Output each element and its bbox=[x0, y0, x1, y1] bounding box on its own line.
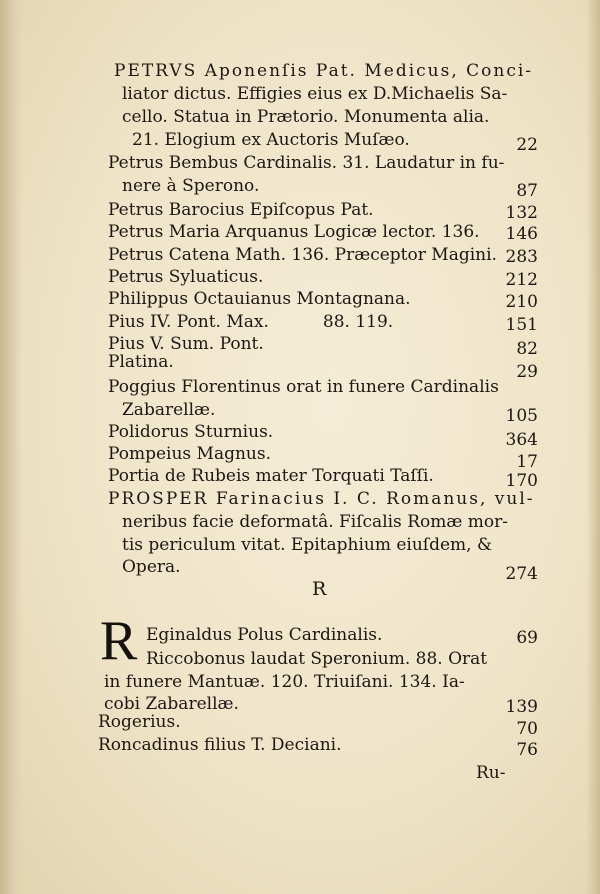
entry-line: Petrus Bembus Cardinalis. 31. Laudatur in fu- bbox=[108, 153, 505, 173]
drop-cap: R bbox=[100, 610, 138, 672]
page-number: 82 bbox=[516, 339, 538, 359]
entry-line: cello. Statua in Prætorio. Monumenta alia. bbox=[122, 107, 490, 127]
entry-line: nere à Sperono. bbox=[122, 176, 260, 196]
page-number: 274 bbox=[505, 564, 538, 584]
entry-line: Eginaldus Polus Cardinalis. bbox=[146, 625, 383, 645]
entry-line: Riccobonus laudat Speronium. 88. Orat bbox=[146, 649, 488, 669]
entry-line: 21. Elogium ex Auctoris Muſæo. bbox=[132, 130, 410, 150]
entry-line: Petrus Maria Arquanus Logicæ lector. 136. bbox=[108, 222, 480, 242]
entry-line: neribus facie deformatâ. Fiſcalis Romæ mor- bbox=[122, 512, 508, 532]
page-number: 87 bbox=[516, 181, 538, 201]
entry-line: liator dictus. Effigies eius ex D.Michaelis Sa- bbox=[122, 84, 508, 104]
entry-line: Portia de Rubeis mater Torquati Taſſi. bbox=[108, 466, 434, 486]
page-number: 69 bbox=[516, 628, 538, 648]
page-number: 210 bbox=[505, 292, 538, 312]
entry-line: Petrus Syluaticus. bbox=[108, 267, 264, 287]
entry-line: tis periculum vitat. Epitaphium eiuſdem, & bbox=[122, 535, 493, 555]
entry-line: Platina. bbox=[108, 352, 174, 372]
catchword: Ru- bbox=[476, 763, 506, 783]
entry-line: Petrus Barocius Epiſcopus Pat. bbox=[108, 200, 374, 220]
entry-line: Pius V. Sum. Pont. bbox=[108, 334, 264, 354]
entry-line: Pius IV. Pont. Max. 88. 119. bbox=[108, 312, 394, 332]
entry-line: Zabarellæ. bbox=[122, 400, 216, 420]
page-number: 22 bbox=[516, 135, 538, 155]
entry-line: Rogerius. bbox=[98, 712, 181, 732]
entry-line: Pompeius Magnus. bbox=[108, 444, 272, 464]
page-number: 132 bbox=[505, 203, 538, 223]
entry-line: PROSPER Farinacius I. C. Romanus, vul- bbox=[108, 489, 535, 509]
page-number: 170 bbox=[505, 471, 538, 491]
entry-line: Opera. bbox=[122, 557, 181, 577]
page-number: 76 bbox=[516, 740, 538, 760]
page-edge-shadow bbox=[586, 0, 600, 894]
page-number: 139 bbox=[505, 697, 538, 717]
entry-line: Petrus Catena Math. 136. Præceptor Magini. bbox=[108, 245, 497, 265]
page-number: 29 bbox=[516, 362, 538, 382]
page-number: 146 bbox=[505, 224, 538, 244]
entry-line: Roncadinus filius T. Deciani. bbox=[98, 735, 342, 755]
entry-line: Philippus Octauianus Montagnana. bbox=[108, 289, 411, 309]
page-number: 151 bbox=[505, 315, 538, 335]
section-letter: R bbox=[312, 578, 327, 600]
page-gutter-shadow bbox=[0, 0, 22, 894]
entry-line: PETRVS Aponenſis Pat. Medicus, Conci- bbox=[114, 61, 534, 81]
entry-line: in funere Mantuæ. 120. Triuiſani. 134. Ia- bbox=[104, 672, 465, 692]
page-number: 17 bbox=[516, 452, 538, 472]
page-number: 70 bbox=[516, 719, 538, 739]
entry-line: Polidorus Sturnius. bbox=[108, 422, 274, 442]
page-number: 105 bbox=[505, 406, 538, 426]
page-number: 212 bbox=[505, 270, 538, 290]
page-number: 364 bbox=[505, 430, 538, 450]
entry-line: cobi Zabarellæ. bbox=[104, 694, 239, 714]
page-number: 283 bbox=[505, 247, 538, 267]
entry-line: Poggius Florentinus orat in funere Cardinalis bbox=[108, 377, 499, 397]
